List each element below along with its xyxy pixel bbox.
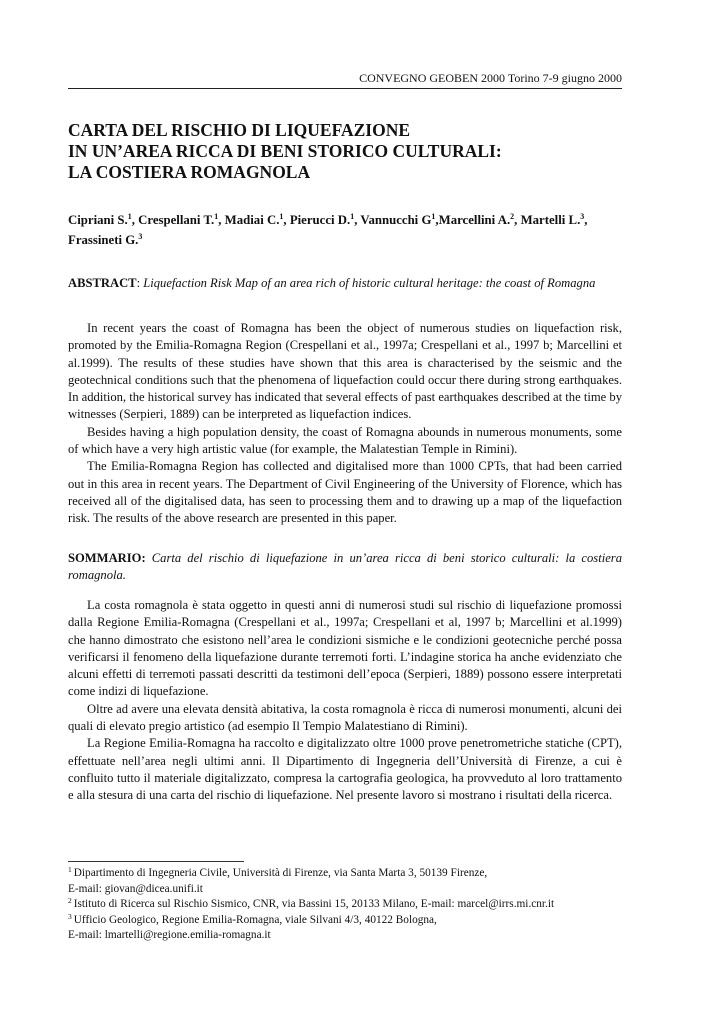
author-affiliation-mark: 1 [279,212,284,221]
title-line: CARTA DEL RISCHIO DI LIQUEFAZIONE [68,120,411,140]
footnote-rule [68,861,244,862]
footnote: $^3$ Ufficio Geologico, Regione Emilia-Romagna, viale Silvani 4/3, 40122 Bologna, [68,911,437,926]
footnote: $^1$ Dipartimento di Ingegneria Civile, Università di Firenze, via Santa Marta 3, 50139 Firenze, [68,865,488,879]
abstract-title: Liquefaction Risk Map of an area rich of historic cultural heritage: the coast of Romagna [143,276,596,290]
abstract-paragraph: The Emilia-Romagna Region has collected and digitalised more than 1000 CPTs, that had been carried out in this area in recent years. The Department of Civil Engineering of the University of Florence, which has received all of the digitalised data, has seen to processing them and to drawing up a map of the liquefaction risk. The results of the above research are presented in this paper. [68,459,622,526]
sommario-title: Carta del rischio di liquefazione in un’area ricca di beni storico culturali: la costiera romagnola. [68,551,622,583]
sommario-paragraph: Oltre ad avere una elevata densità abitativa, la costa romagnola è ricca di numerosi monumenti, alcuni dei quali di elevato pregio artistico (ad esempio Il Tempio Malatestiano di Rimini). [68,701,622,734]
sommario-label: SOMMARIO: [68,551,146,565]
author-name: Crespellani T. [138,213,215,227]
footnote-continuation: E-mail: lmartelli@regione.emilia-romagna.it [68,929,271,942]
title-line: LA COSTIERA ROMAGNOLA [68,162,311,182]
abstract-label: ABSTRACT [68,276,137,290]
abstract-paragraph: In recent years the coast of Romagna has been the object of numerous studies on liquefaction risk, promoted by the Emilia-Romagna Region (Crespellani et al., 1997a; Crespellani et al., 1997 b; Marcellini et al.1999). The results of these studies have shown that this area is characterised by the seismic and the geotechnical conditions such that the phenomena of liquefaction could occur there during strong earthquakes. In addition, the historical survey has indicated that several effects of past earthquakes described at the time by witnesses (Serpieri, 1889) can be interpreted as liquefaction indices. [68,321,622,422]
author-name: Martelli L. [520,213,581,227]
author-name: Cipriani S. [68,213,128,227]
title-line: IN UN’AREA RICCA DI BENI STORICO CULTURALI: [68,141,502,161]
author-name: Marcellini A. [438,213,511,227]
sommario-paragraph: La costa romagnola è stata oggetto in questi anni di numerosi studi sul rischio di liquefazione promossi dalla Regione Emilia-Romagna (Crespellani et al., 1997a; Crespellani et al, 1997 b; Marcellini et al.1999) che hanno dimostrato che esistono nell’area le condizioni sismiche e le condizioni geotecniche perché possa verificarsi il fenomeno della liquefazione durante terremoti forti. L’indagine storica ha anche evidenziato che alcuni effetti di terremoti passati descritti da testimoni dell’epoca (Serpieri, 1889) possono essere interpretati come indizi di liquefazione. [68,598,622,699]
sommario-paragraph: La Regione Emilia-Romagna ha raccolto e digitalizzato oltre 1000 prove penetrometriche statiche (CPT), effettuate nell’area negli ultimi anni. Il Dipartimento di Ingegneria dell’Università di Firenze, a cui è confluito tutto il materiale digitalizzato, compresa la cartografia geologica, ha provveduto al loro trattamento e alla stesura di una carta del rischio di liquefazione. Nel presente lavoro si mostrano i risultati della ricerca. [68,736,622,803]
author-name: Vannucchi G [360,213,432,227]
paper-title [68,120,628,183]
author-affiliation-mark: 3 [580,212,585,221]
author-name: Pierucci D. [289,213,351,227]
abstract-heading: ABSTRACT: Liquefaction Risk Map of an area rich of historic cultural heritage: the coast of Romagna [68,276,596,290]
author-name: Madiai C. [224,213,280,227]
author-affiliation-mark: 3 [138,232,143,241]
sommario-body [68,597,622,805]
footnote-continuation: E-mail: giovan@dicea.unifi.it [68,882,203,895]
author-affiliation-mark: 1 [350,212,355,221]
author-affiliation-mark: 1 [127,212,132,221]
sommario-heading [68,550,622,585]
author-affiliation-mark: 2 [510,212,515,221]
footnote: $^2$ Istituto di Ricerca sul Rischio Sismico, CNR, via Bassini 15, 20133 Milano, E-mail: marcel@irrs.mi.cnr.it [68,896,555,911]
author-affiliation-mark: 1 [431,212,436,221]
footnotes [68,866,628,944]
header-rule [68,88,622,89]
author-list: Cipriani S.$^1$, Crespellani T.$^1$, Madiai C.$^1$, Pierucci D.$^1$, Vannucchi $G^1,Marcellini$ A.$^2$, Martelli L.$^3$, Frassineti G.$^3$ [68,212,588,247]
abstract-paragraph: Besides having a high population density, the coast of Romagna abounds in numerous monuments, some of which have a very high artistic value (for example, the Malatestian Temple in Rimini). [68,424,622,457]
author-name: Frassineti G. [68,233,139,247]
abstract-body [68,320,622,528]
running-header: CONVEGNO GEOBEN 2000 Torino 7-9 giugno 2000 [359,71,622,85]
author-affiliation-mark: 1 [214,212,219,221]
